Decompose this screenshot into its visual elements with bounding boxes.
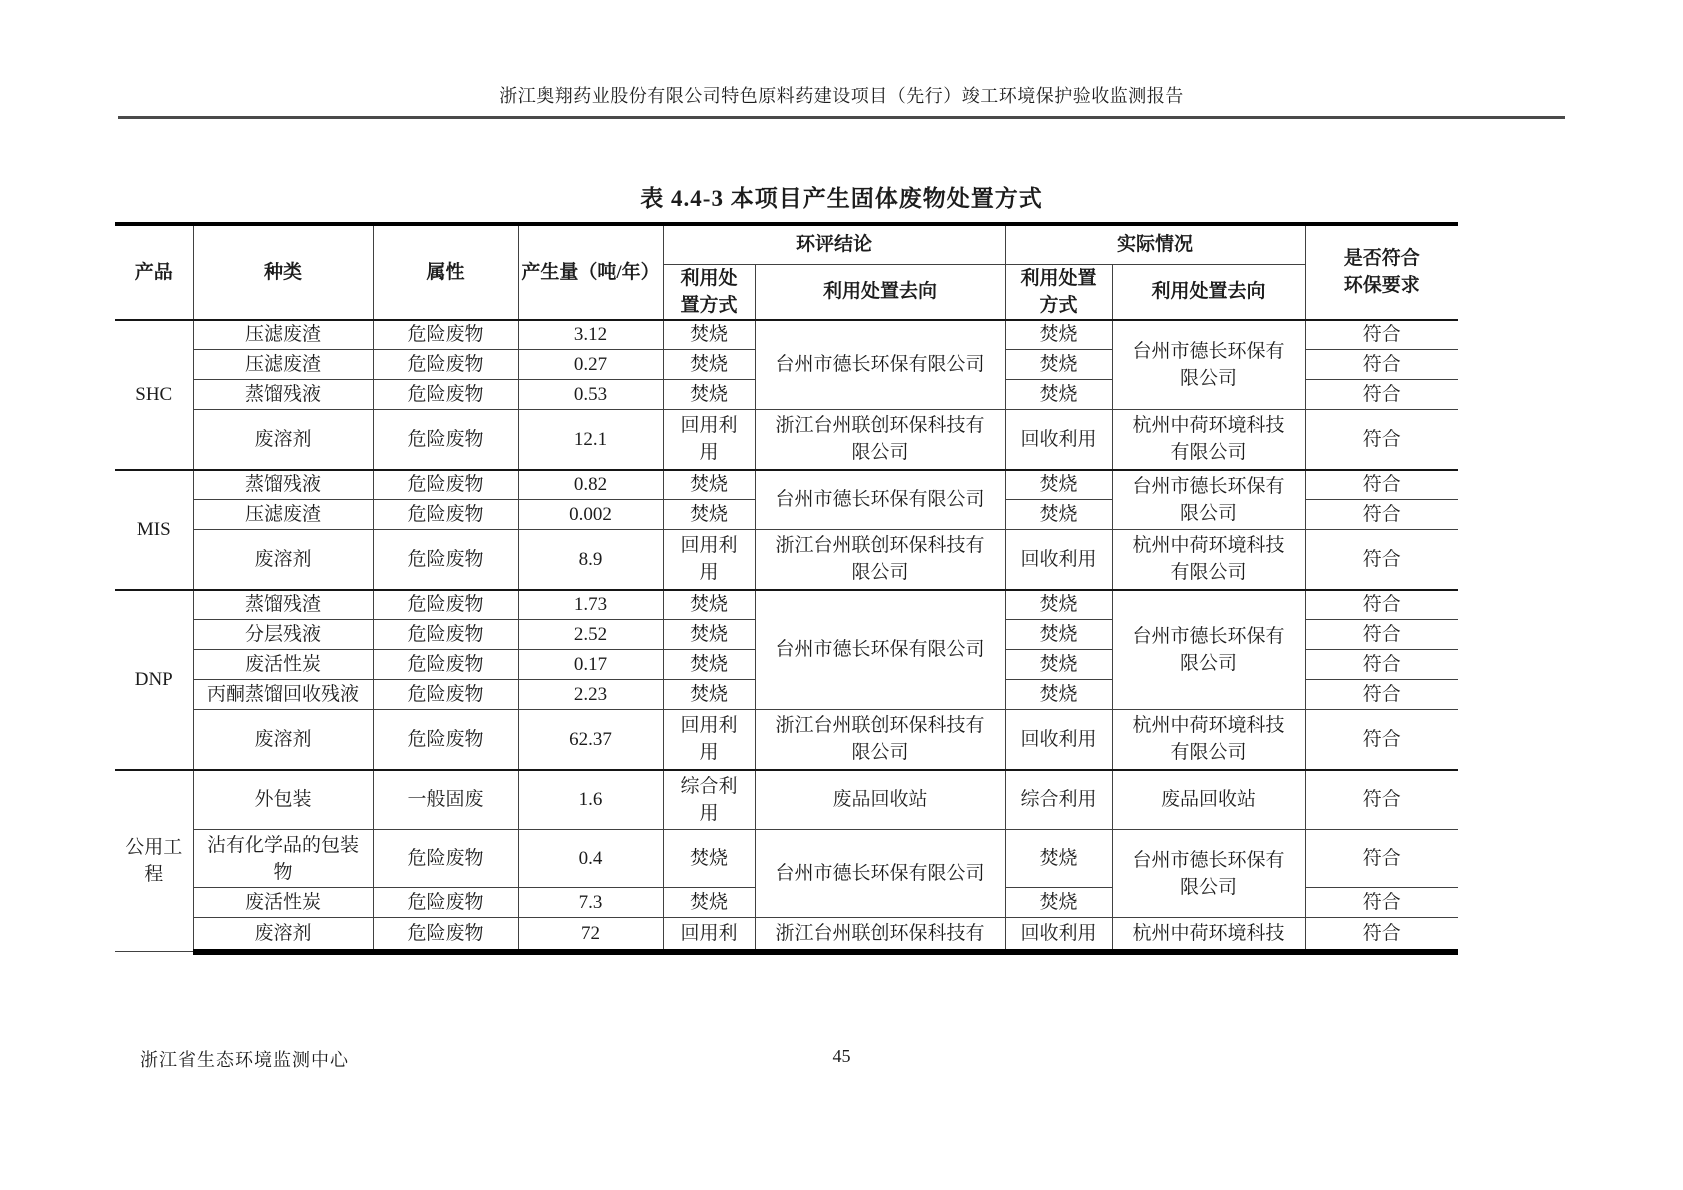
cell-category: 外包装 (193, 770, 373, 830)
cell-amount: 12.1 (518, 410, 663, 470)
cell-eia-method: 焚烧 (663, 620, 755, 650)
cell-actual-destination: 杭州中荷环境科技有限公司 (1112, 410, 1305, 470)
cell-actual-destination: 废品回收站 (1112, 770, 1305, 830)
cell-actual-destination: 杭州中荷环境科技有限公司 (1112, 530, 1305, 590)
cell-eia-destination: 浙江台州联创环保科技有限公司 (755, 410, 1005, 470)
cell-attribute: 危险废物 (373, 918, 518, 952)
cell-attribute: 危险废物 (373, 710, 518, 770)
col-header-product: 产品 (115, 224, 193, 320)
col-header-attribute: 属性 (373, 224, 518, 320)
cell-actual-destination: 杭州中荷环境科技 (1112, 918, 1305, 952)
footer-organization: 浙江省生态环境监测中心 (140, 1050, 349, 1070)
cell-category: 废活性炭 (193, 888, 373, 918)
cell-category: 压滤废渣 (193, 320, 373, 350)
cell-actual-method: 焚烧 (1005, 830, 1112, 888)
cell-amount: 1.73 (518, 590, 663, 620)
cell-compliance: 符合 (1305, 710, 1458, 770)
cell-amount: 0.17 (518, 650, 663, 680)
cell-compliance: 符合 (1305, 350, 1458, 380)
cell-amount: 0.002 (518, 500, 663, 530)
cell-compliance: 符合 (1305, 620, 1458, 650)
table-row (115, 470, 1458, 500)
cell-actual-method: 回收利用 (1005, 530, 1112, 590)
cell-eia-method: 焚烧 (663, 830, 755, 888)
cell-amount: 0.4 (518, 830, 663, 888)
cell-eia-method: 焚烧 (663, 650, 755, 680)
table-row-truncated (115, 918, 1458, 952)
table-row (115, 710, 1458, 770)
cell-category: 废活性炭 (193, 650, 373, 680)
table-row (115, 320, 1458, 350)
cell-eia-method: 回用利用 (663, 410, 755, 470)
cell-actual-destination: 杭州中荷环境科技有限公司 (1112, 710, 1305, 770)
table-row (115, 530, 1458, 590)
cell-category: 丙酮蒸馏回收残液 (193, 680, 373, 710)
cell-eia-destination: 浙江台州联创环保科技有限公司 (755, 710, 1005, 770)
cell-actual-method: 焚烧 (1005, 590, 1112, 620)
cell-actual-method: 焚烧 (1005, 888, 1112, 918)
cell-eia-method: 焚烧 (663, 500, 755, 530)
col-header-actual-situation: 实际情况 (1005, 224, 1305, 264)
cell-amount: 0.82 (518, 470, 663, 500)
cell-category: 蒸馏残液 (193, 380, 373, 410)
cell-actual-method: 综合利用 (1005, 770, 1112, 830)
cell-attribute: 危险废物 (373, 410, 518, 470)
cell-amount: 72 (518, 918, 663, 952)
cell-attribute: 危险废物 (373, 470, 518, 500)
cell-product: 公用工程 (115, 770, 193, 952)
cell-eia-destination: 台州市德长环保有限公司 (755, 470, 1005, 530)
cell-attribute: 危险废物 (373, 650, 518, 680)
cell-amount: 1.6 (518, 770, 663, 830)
table-row (115, 770, 1458, 830)
cell-category: 压滤废渣 (193, 350, 373, 380)
cell-attribute: 危险废物 (373, 590, 518, 620)
cell-amount: 7.3 (518, 888, 663, 918)
cell-eia-destination: 台州市德长环保有限公司 (755, 590, 1005, 710)
cell-actual-destination: 台州市德长环保有限公司 (1112, 830, 1305, 918)
cell-compliance: 符合 (1305, 410, 1458, 470)
cell-product: DNP (115, 590, 193, 770)
cell-eia-method: 回用利用 (663, 530, 755, 590)
cell-amount: 3.12 (518, 320, 663, 350)
cell-actual-method: 焚烧 (1005, 320, 1112, 350)
col-header-category: 种类 (193, 224, 373, 320)
col-header-actual-destination: 利用处置去向 (1112, 264, 1305, 320)
cell-eia-method: 焚烧 (663, 380, 755, 410)
table-row (115, 410, 1458, 470)
cell-eia-method: 焚烧 (663, 888, 755, 918)
cell-attribute: 危险废物 (373, 530, 518, 590)
cell-eia-method: 焚烧 (663, 680, 755, 710)
cell-compliance: 符合 (1305, 888, 1458, 918)
cell-actual-method: 焚烧 (1005, 350, 1112, 380)
cell-compliance: 符合 (1305, 590, 1458, 620)
cell-eia-destination: 浙江台州联创环保科技有 (755, 918, 1005, 952)
cell-eia-method: 回用利用 (663, 710, 755, 770)
cell-category: 废溶剂 (193, 410, 373, 470)
cell-eia-method: 焚烧 (663, 470, 755, 500)
cell-category: 沾有化学品的包装物 (193, 830, 373, 888)
cell-eia-destination: 台州市德长环保有限公司 (755, 830, 1005, 918)
cell-actual-method: 焚烧 (1005, 500, 1112, 530)
cell-attribute: 危险废物 (373, 680, 518, 710)
cell-compliance: 符合 (1305, 530, 1458, 590)
cell-actual-method: 焚烧 (1005, 680, 1112, 710)
col-header-amount: 产生量（吨/年） (518, 224, 663, 320)
cell-actual-method: 回收利用 (1005, 410, 1112, 470)
header-row-1 (115, 224, 1458, 264)
cell-compliance: 符合 (1305, 830, 1458, 888)
cell-actual-method: 回收利用 (1005, 710, 1112, 770)
cell-actual-method: 回收利用 (1005, 918, 1112, 952)
cell-eia-method: 焚烧 (663, 590, 755, 620)
cell-eia-destination: 废品回收站 (755, 770, 1005, 830)
cell-attribute: 危险废物 (373, 500, 518, 530)
cell-compliance: 符合 (1305, 770, 1458, 830)
cell-actual-destination: 台州市德长环保有限公司 (1112, 470, 1305, 530)
cell-compliance: 符合 (1305, 380, 1458, 410)
cell-compliance: 符合 (1305, 650, 1458, 680)
cell-attribute: 危险废物 (373, 830, 518, 888)
cell-category: 废溶剂 (193, 530, 373, 590)
col-header-actual-method: 利用处置方式 (1005, 264, 1112, 320)
cell-actual-method: 焚烧 (1005, 380, 1112, 410)
cell-amount: 8.9 (518, 530, 663, 590)
cell-eia-method: 综合利用 (663, 770, 755, 830)
cell-category: 废溶剂 (193, 710, 373, 770)
document-header-text: 浙江奥翔药业股份有限公司特色原料药建设项目（先行）竣工环境保护验收监测报告 (499, 86, 1184, 106)
cell-category: 分层残液 (193, 620, 373, 650)
cell-eia-destination: 浙江台州联创环保科技有限公司 (755, 530, 1005, 590)
col-header-eia-method: 利用处置方式 (663, 264, 755, 320)
page-number: 45 (832, 1046, 851, 1066)
cell-attribute: 危险废物 (373, 350, 518, 380)
cell-category: 蒸馏残渣 (193, 590, 373, 620)
cell-eia-destination: 台州市德长环保有限公司 (755, 320, 1005, 410)
cell-attribute: 危险废物 (373, 620, 518, 650)
col-header-compliance-text: 是否符合环保要求 (1343, 248, 1420, 297)
cell-compliance: 符合 (1305, 918, 1458, 952)
cell-attribute: 危险废物 (373, 320, 518, 350)
cell-eia-method: 焚烧 (663, 350, 755, 380)
cell-amount: 2.52 (518, 620, 663, 650)
table-row (115, 590, 1458, 620)
col-header-eia-destination: 利用处置去向 (755, 264, 1005, 320)
cell-attribute: 危险废物 (373, 888, 518, 918)
cell-compliance: 符合 (1305, 320, 1458, 350)
col-header-compliance (1305, 224, 1458, 320)
cell-attribute: 一般固废 (373, 770, 518, 830)
cell-amount: 0.27 (518, 350, 663, 380)
cell-compliance: 符合 (1305, 500, 1458, 530)
waste-disposal-table (115, 222, 1458, 955)
cell-compliance: 符合 (1305, 680, 1458, 710)
cell-actual-method: 焚烧 (1005, 620, 1112, 650)
cell-compliance: 符合 (1305, 470, 1458, 500)
cell-category: 废溶剂 (193, 918, 373, 952)
cell-amount: 62.37 (518, 710, 663, 770)
table-title: 表 4.4-3 本项目产生固体废物处置方式 (640, 186, 1043, 211)
cell-category: 蒸馏残液 (193, 470, 373, 500)
cell-actual-destination: 台州市德长环保有限公司 (1112, 320, 1305, 410)
cell-actual-method: 焚烧 (1005, 470, 1112, 500)
cell-attribute: 危险废物 (373, 380, 518, 410)
cell-actual-method: 焚烧 (1005, 650, 1112, 680)
cell-eia-method: 回用利 (663, 918, 755, 952)
table-row (115, 830, 1458, 888)
cell-eia-method: 焚烧 (663, 320, 755, 350)
cell-category: 压滤废渣 (193, 500, 373, 530)
cell-amount: 2.23 (518, 680, 663, 710)
document-header (118, 82, 1565, 119)
cell-amount: 0.53 (518, 380, 663, 410)
cell-product: MIS (115, 470, 193, 590)
col-header-eia-conclusion: 环评结论 (663, 224, 1005, 264)
cell-product: SHC (115, 320, 193, 470)
cell-actual-destination: 台州市德长环保有限公司 (1112, 590, 1305, 710)
